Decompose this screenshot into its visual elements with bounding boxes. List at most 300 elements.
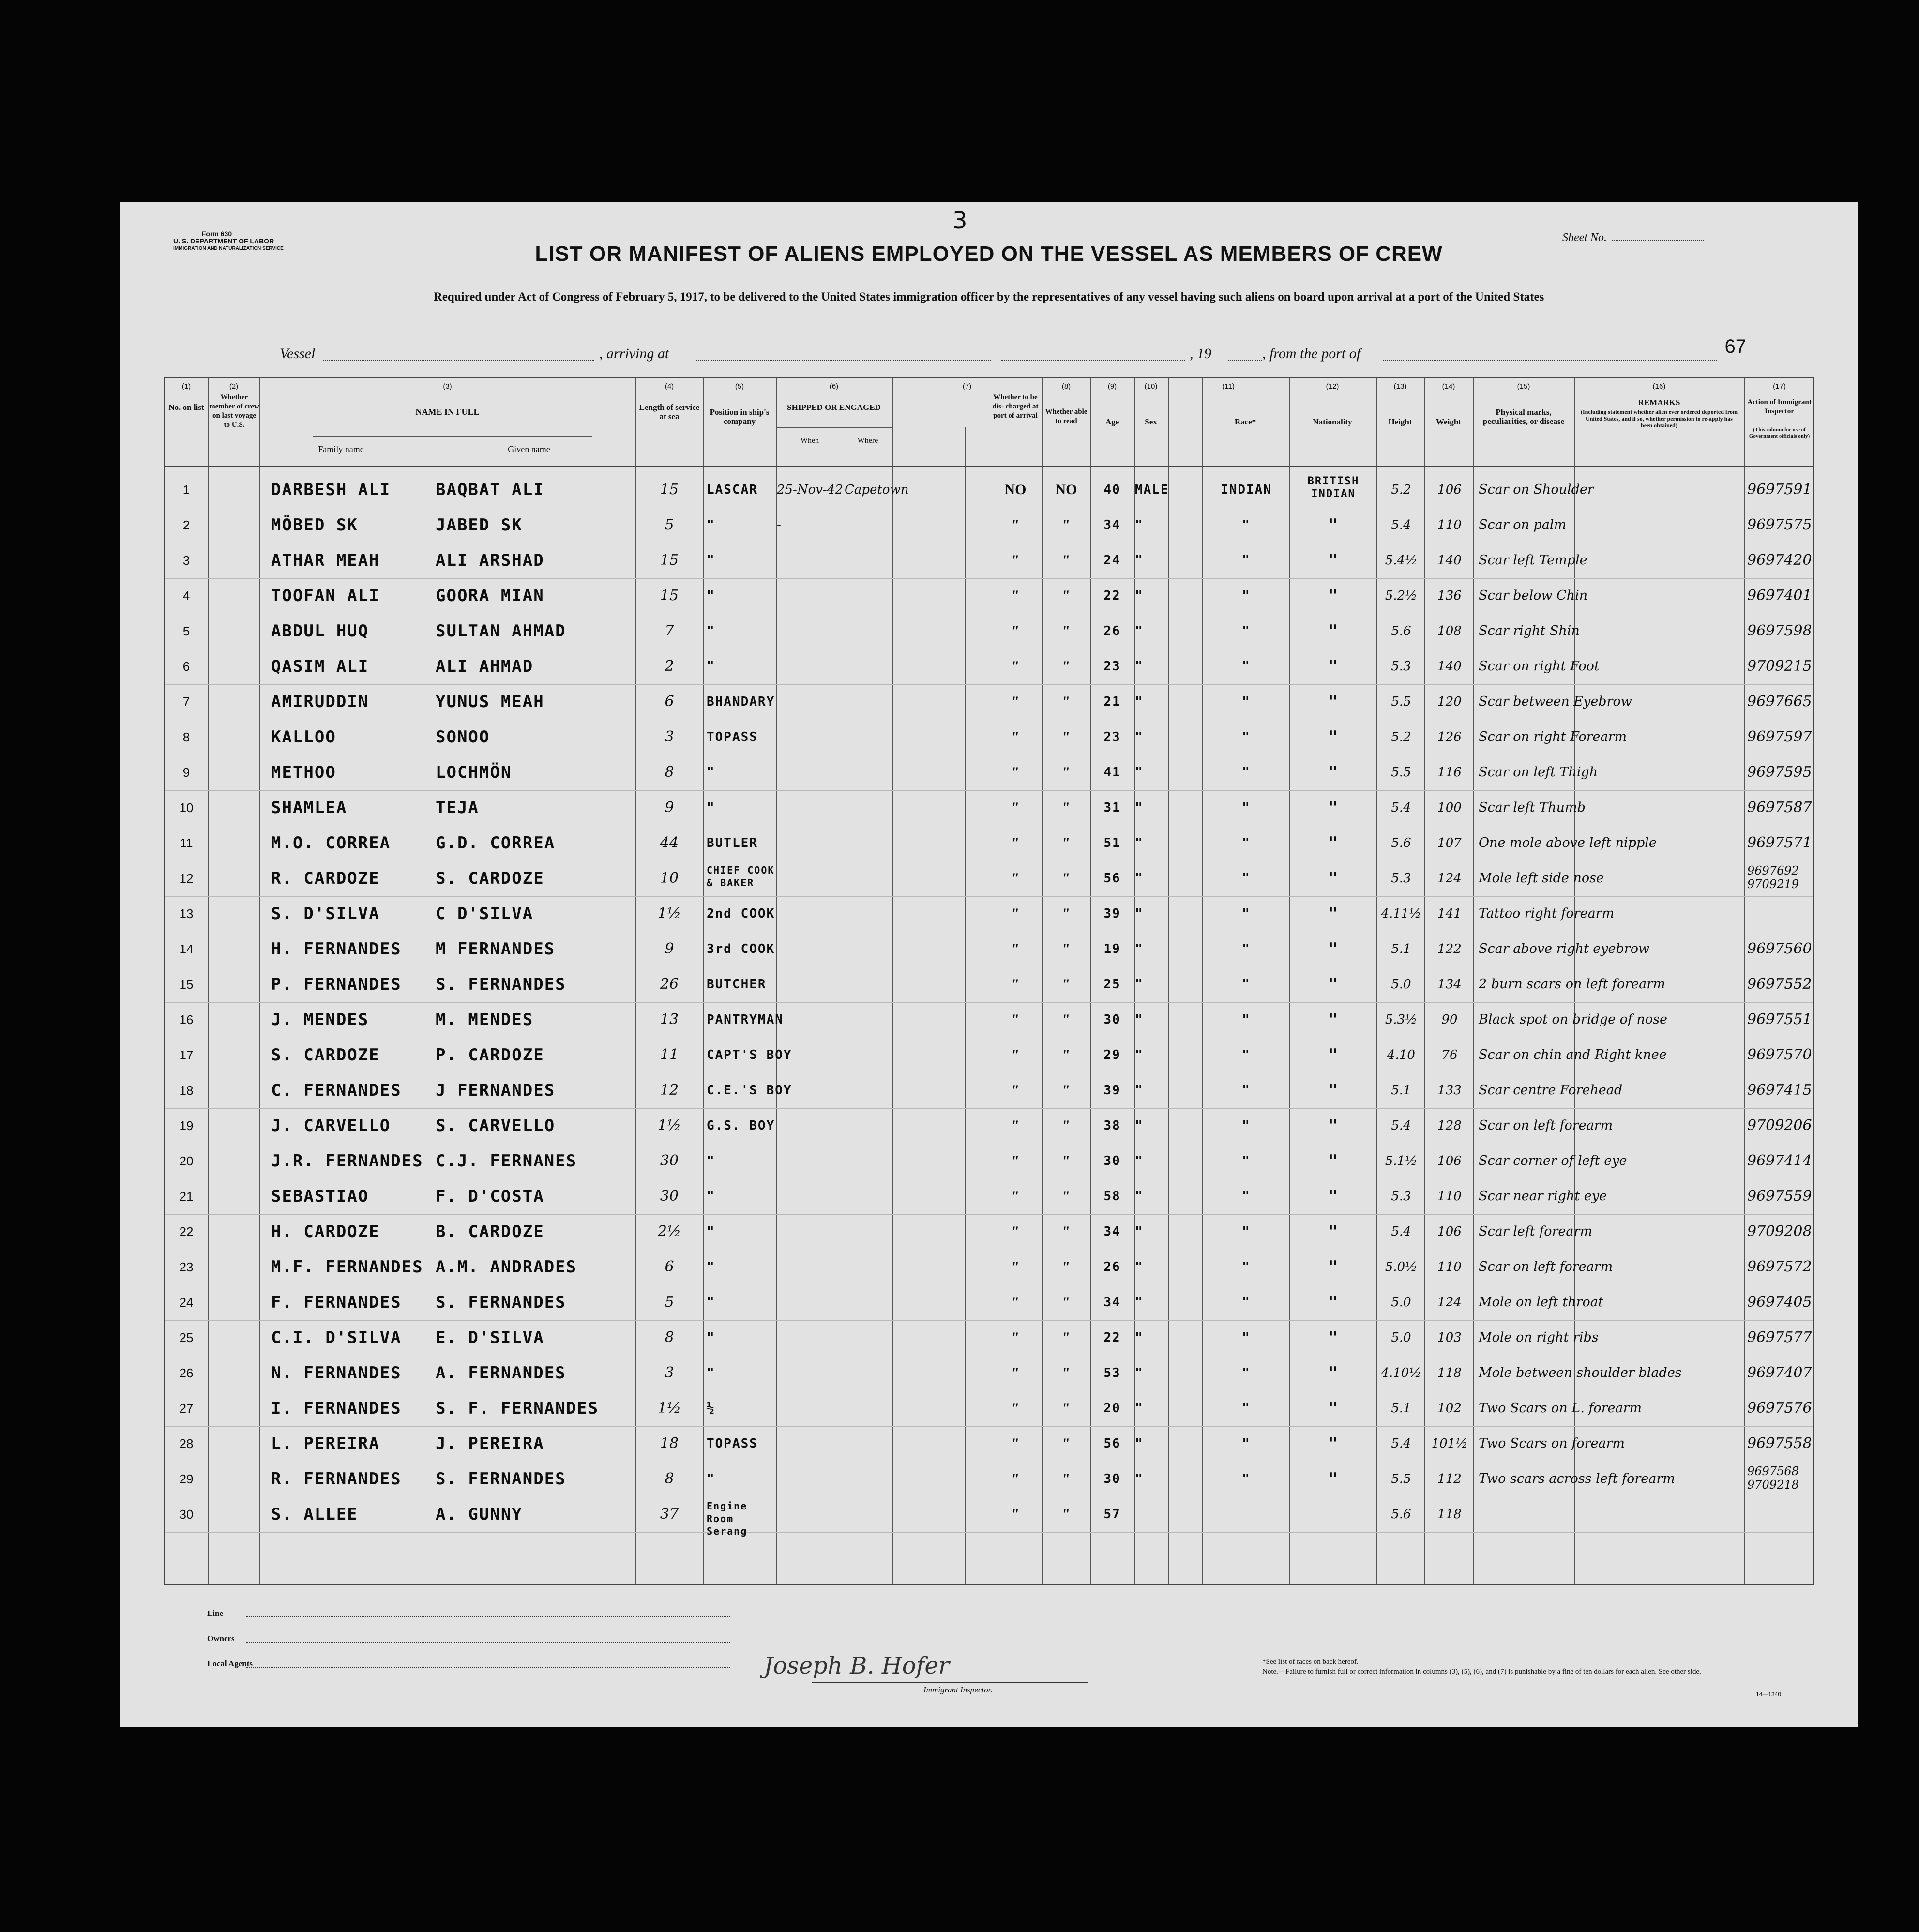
sex: " <box>1135 1260 1144 1274</box>
race: " <box>1242 730 1251 744</box>
age: 26 <box>1103 1260 1121 1274</box>
row-number: 4 <box>182 589 190 603</box>
row-number: 11 <box>180 836 193 850</box>
shipped-where <box>845 1217 903 1246</box>
sex: " <box>1135 1330 1144 1345</box>
column-header-race: Race* <box>1234 417 1256 426</box>
arriving-label: , arriving at <box>599 346 669 362</box>
sex: " <box>1135 659 1144 674</box>
shipped-where <box>845 581 903 610</box>
column-header-given-name: Given name <box>508 444 550 454</box>
weight: 140 <box>1437 659 1462 674</box>
weight: 90 <box>1441 1012 1458 1027</box>
weight: 126 <box>1437 730 1462 744</box>
able-to-read: " <box>1062 1117 1071 1133</box>
shipped-where <box>845 1500 903 1529</box>
sex: " <box>1135 1012 1144 1027</box>
race: " <box>1242 871 1251 886</box>
position: " <box>707 800 715 815</box>
height: 5.6 <box>1391 624 1411 638</box>
family-name: M.O. CORREA <box>271 833 391 853</box>
age: 39 <box>1103 1083 1121 1098</box>
weight: 103 <box>1437 1330 1462 1345</box>
position: ½ <box>707 1401 715 1416</box>
discharged: " <box>1011 1117 1020 1133</box>
nationality: " <box>1328 586 1339 605</box>
discharged: " <box>1011 1011 1020 1027</box>
given-name: SONOO <box>436 727 490 747</box>
position: " <box>707 624 715 638</box>
service-length: 6 <box>665 693 674 710</box>
position: C.E.'S BOY <box>707 1083 792 1098</box>
family-name: C.I. D'SILVA <box>271 1328 402 1347</box>
service-length: 1½ <box>657 1117 681 1134</box>
able-to-read: " <box>1062 1400 1071 1416</box>
form-number: Form 630 <box>201 230 232 238</box>
height: 5.5 <box>1391 765 1411 780</box>
column-header-discharged: Whether to be dis- charged at port of arrival <box>992 393 1039 420</box>
discharged: " <box>1011 1153 1020 1169</box>
position: " <box>707 518 715 532</box>
column-header-physical-marks: Physical marks, peculiarities, or disease <box>1482 408 1565 426</box>
sex: " <box>1135 589 1144 603</box>
column-number: (14) <box>1442 382 1455 391</box>
able-to-read: " <box>1062 800 1071 815</box>
physical-marks: Scar left forearm <box>1479 1224 1592 1239</box>
shipped-when <box>777 1217 845 1246</box>
discharged: " <box>1011 694 1020 709</box>
shipped-where <box>845 793 903 822</box>
given-name: S. FERNANDES <box>436 1293 566 1312</box>
able-to-read: " <box>1062 729 1071 745</box>
shipped-where <box>845 652 903 681</box>
age: 34 <box>1103 518 1121 532</box>
column-header-weight: Weight <box>1436 417 1461 426</box>
sex: " <box>1135 1436 1144 1451</box>
able-to-read: " <box>1062 517 1071 533</box>
height: 5.2½ <box>1385 589 1418 603</box>
inspector-number: 9697407 <box>1747 1364 1812 1381</box>
nationality: " <box>1328 869 1339 888</box>
discharged: " <box>1011 1259 1020 1275</box>
vessel-line <box>280 346 1795 365</box>
shipped-where <box>845 617 903 646</box>
column-header-shipped: SHIPPED OR ENGAGED <box>787 403 881 412</box>
sex: " <box>1135 977 1144 992</box>
service-length: 15 <box>660 552 679 569</box>
position: TOPASS <box>707 730 758 744</box>
shipped-where <box>845 1005 903 1034</box>
height: 5.1 <box>1391 942 1411 956</box>
family-name: ABDUL HUQ <box>271 621 369 641</box>
physical-marks: Scar on left forearm <box>1479 1118 1613 1133</box>
position: 3rd COOK <box>707 942 775 956</box>
given-name: BAQBAT ALI <box>436 480 544 499</box>
able-to-read: " <box>1062 1294 1071 1310</box>
position: BUTCHER <box>707 977 767 992</box>
service-length: 44 <box>660 834 679 851</box>
race: INDIAN <box>1221 483 1272 497</box>
discharged: " <box>1011 976 1020 992</box>
family-name: I. FERNANDES <box>271 1399 402 1418</box>
family-name: J.R. FERNANDES <box>271 1151 423 1171</box>
nationality: BRITISH INDIAN <box>1307 475 1360 500</box>
column-number: (3) <box>443 382 452 391</box>
row-number: 9 <box>182 765 190 780</box>
inspector-number: 9697551 <box>1747 1011 1812 1028</box>
row-number: 26 <box>179 1366 194 1380</box>
discharged: " <box>1011 658 1020 674</box>
able-to-read: " <box>1062 588 1071 604</box>
row-number: 18 <box>179 1083 194 1098</box>
given-name: YUNUS MEAH <box>436 692 544 711</box>
shipped-where <box>845 970 903 999</box>
age: 22 <box>1103 589 1121 603</box>
service-length: 7 <box>665 622 674 639</box>
physical-marks: Two Scars on forearm <box>1479 1436 1625 1451</box>
able-to-read: " <box>1062 870 1071 886</box>
row-number: 16 <box>179 1012 194 1027</box>
height: 5.5 <box>1391 1472 1411 1486</box>
height: 4.11½ <box>1381 906 1421 921</box>
row-rule <box>165 1002 1813 1003</box>
service-length: 26 <box>660 976 679 993</box>
family-name: J. CARVELLO <box>271 1116 391 1135</box>
column-header-family-name: Family name <box>318 444 364 454</box>
able-to-read: " <box>1062 1506 1071 1522</box>
row-rule <box>165 790 1813 791</box>
row-number: 13 <box>179 906 194 921</box>
shipped-when: - <box>777 518 781 532</box>
physical-marks: Scar above right eyebrow <box>1479 941 1650 956</box>
age: 22 <box>1103 1330 1121 1345</box>
family-name: TOOFAN ALI <box>271 586 380 605</box>
height: 5.3½ <box>1385 1012 1418 1027</box>
race: " <box>1242 800 1251 815</box>
shipped-where <box>845 1288 903 1317</box>
inspector-number: 9697598 <box>1747 622 1812 639</box>
physical-marks: Mole on right ribs <box>1479 1330 1599 1345</box>
race: " <box>1242 1330 1251 1345</box>
age: 58 <box>1103 1189 1121 1204</box>
given-name: ALI ARSHAD <box>436 551 544 570</box>
shipped-when <box>777 1005 845 1034</box>
family-name: R. CARDOZE <box>271 869 380 888</box>
physical-marks: Tattoo right forearm <box>1479 906 1615 921</box>
family-name: MÖBED SK <box>271 515 358 535</box>
sex <box>1135 1500 1169 1529</box>
shipped-when <box>777 1429 845 1458</box>
row-number: 15 <box>179 977 194 992</box>
inspector-number: 9697558 <box>1747 1435 1812 1452</box>
column-header-read: Whether able to read <box>1045 408 1088 425</box>
nationality: " <box>1328 1434 1339 1453</box>
shipped-when <box>777 1323 845 1352</box>
crew-table <box>164 377 1814 1585</box>
nationality: " <box>1328 692 1339 711</box>
given-name: GOORA MIAN <box>436 586 544 605</box>
age: 51 <box>1103 836 1121 850</box>
age: 56 <box>1103 871 1121 886</box>
row-number: 7 <box>182 694 190 709</box>
weight: 141 <box>1437 906 1462 921</box>
discharged: " <box>1011 906 1020 921</box>
discharged: " <box>1011 1188 1020 1204</box>
row-number: 25 <box>179 1330 194 1345</box>
weight: 116 <box>1437 765 1462 780</box>
family-name: DARBESH ALI <box>271 480 391 499</box>
column-number: (16) <box>1652 382 1666 391</box>
height: 5.0 <box>1391 977 1411 992</box>
position: " <box>707 1189 715 1204</box>
discharged: " <box>1011 1223 1020 1239</box>
shipped-where <box>845 1464 903 1494</box>
age: 57 <box>1103 1507 1121 1522</box>
shipped-when <box>777 652 845 681</box>
weight: 118 <box>1437 1507 1462 1522</box>
column-header-last-voyage: Whether member of crew on last voyage to U.S. <box>209 393 259 429</box>
column-number: (5) <box>735 382 744 391</box>
race <box>1203 1500 1290 1529</box>
row-number: 17 <box>179 1048 194 1062</box>
race: " <box>1242 836 1251 850</box>
service-length: 37 <box>660 1506 679 1523</box>
able-to-read: " <box>1062 1047 1071 1063</box>
shipped-when <box>777 758 845 787</box>
position: " <box>707 1366 715 1380</box>
height: 5.4 <box>1391 1118 1411 1133</box>
race: " <box>1242 1366 1251 1380</box>
column-number: (7) <box>962 382 972 391</box>
shipped-when <box>777 935 845 964</box>
shipped-where <box>845 1041 903 1070</box>
column-header-number: No. on list <box>168 403 204 412</box>
row-number: 3 <box>182 553 190 568</box>
weight: 124 <box>1437 871 1462 886</box>
race: " <box>1242 624 1251 638</box>
race: " <box>1242 1436 1251 1451</box>
family-name: QASIM ALI <box>271 657 369 676</box>
family-name: S. ALLEE <box>271 1505 358 1524</box>
column-header-when: When <box>800 437 819 445</box>
age: 23 <box>1103 659 1121 674</box>
shipped-where <box>845 1147 903 1176</box>
shipped-when <box>777 829 845 858</box>
discharged: " <box>1011 835 1020 851</box>
row-number: 5 <box>182 624 190 638</box>
family-name: J. MENDES <box>271 1010 369 1029</box>
shipped-where <box>845 723 903 752</box>
family-name: L. PEREIRA <box>271 1434 380 1453</box>
height: 5.2 <box>1391 730 1411 744</box>
height: 5.1 <box>1391 1083 1411 1098</box>
nationality: " <box>1328 833 1339 853</box>
service-length: 10 <box>660 870 679 887</box>
service-length: 2 <box>665 658 674 675</box>
row-number: 21 <box>179 1189 194 1204</box>
weight: 106 <box>1437 483 1462 497</box>
service-length: 1½ <box>657 905 681 922</box>
able-to-read: " <box>1062 1223 1071 1239</box>
weight: 110 <box>1437 1260 1462 1274</box>
service-length: 9 <box>665 940 674 957</box>
shipped-where <box>845 1076 903 1105</box>
discharged: " <box>1011 1400 1020 1416</box>
discharged: " <box>1011 1435 1020 1451</box>
shipped-when <box>777 1182 845 1211</box>
inspector-number: 9697405 <box>1747 1294 1812 1311</box>
sex: " <box>1135 553 1144 568</box>
physical-marks: Mole between shoulder blades <box>1479 1365 1682 1380</box>
column-number: (8) <box>1061 382 1071 391</box>
able-to-read: " <box>1062 552 1071 568</box>
from-port-label: , from the port of <box>1262 346 1361 362</box>
physical-marks: Scar between Eyebrow <box>1479 694 1632 709</box>
age: 38 <box>1103 1118 1121 1133</box>
height: 5.0½ <box>1385 1260 1418 1274</box>
inspector-number: 9697560 <box>1747 940 1812 957</box>
weight: 120 <box>1437 694 1462 709</box>
able-to-read: " <box>1062 694 1071 709</box>
family-name: P. FERNANDES <box>271 975 402 994</box>
physical-marks: Scar near right eye <box>1479 1189 1607 1204</box>
physical-marks: Scar on left forearm <box>1479 1259 1613 1274</box>
row-number: 24 <box>179 1295 194 1310</box>
nationality <box>1290 1500 1377 1529</box>
nationality: " <box>1328 1328 1339 1347</box>
footer-notes <box>1262 1657 1746 1676</box>
given-name: LOCHMÖN <box>436 763 512 782</box>
shipped-when <box>777 864 845 893</box>
discharged: " <box>1011 1082 1020 1098</box>
service-length: 18 <box>660 1435 679 1452</box>
shipped-when <box>777 723 845 752</box>
family-name: METHOO <box>271 763 336 782</box>
age: 30 <box>1103 1472 1121 1486</box>
age: 40 <box>1103 483 1121 497</box>
shipped-when <box>777 970 845 999</box>
position: G.S. BOY <box>707 1118 775 1133</box>
shipped-where <box>845 1429 903 1458</box>
discharged: " <box>1011 588 1020 604</box>
given-name: A.M. ANDRADES <box>436 1257 577 1277</box>
physical-marks: Scar on left Thigh <box>1479 765 1598 780</box>
position: " <box>707 1260 715 1274</box>
inspector-number: 9709215 <box>1747 658 1812 675</box>
family-name: KALLOO <box>271 727 336 747</box>
sex: " <box>1135 730 1144 744</box>
race: " <box>1242 1012 1251 1027</box>
position: TOPASS <box>707 1436 758 1451</box>
nationality: " <box>1328 1399 1339 1418</box>
weight: 110 <box>1437 1189 1462 1204</box>
given-name: G.D. CORREA <box>436 833 556 853</box>
able-to-read: " <box>1062 764 1071 780</box>
sex: " <box>1135 518 1144 532</box>
column-header-service: Length of service at sea <box>639 403 700 421</box>
able-to-read: " <box>1062 1259 1071 1275</box>
column-header-remarks-note: (Including statement whether alien ever ordered deported from United States, and if so, whether permission to re-apply has been obtained) <box>1580 408 1738 429</box>
sex: " <box>1135 1189 1144 1204</box>
height: 5.4 <box>1391 1224 1411 1239</box>
inspector-number: 9697401 <box>1747 587 1812 604</box>
service-length: 5 <box>665 1294 674 1311</box>
service-length: 13 <box>660 1011 679 1028</box>
column-header-sex: Sex <box>1145 417 1157 426</box>
discharged: " <box>1011 552 1020 568</box>
age: 39 <box>1103 906 1121 921</box>
weight: 122 <box>1437 942 1462 956</box>
weight: 133 <box>1437 1083 1462 1098</box>
inspector-number: 9697414 <box>1747 1152 1812 1169</box>
line-label: Line <box>207 1609 224 1618</box>
nationality: " <box>1328 1293 1339 1312</box>
given-name: M. MENDES <box>436 1010 534 1029</box>
inspector-number: 9697576 <box>1747 1400 1812 1417</box>
owners-label: Owners <box>207 1634 235 1643</box>
service-length: 3 <box>665 728 674 745</box>
shipped-when <box>777 1253 845 1282</box>
row-rule <box>165 578 1813 579</box>
row-number: 10 <box>179 800 194 815</box>
able-to-read: " <box>1062 1471 1071 1487</box>
form-code: 14—1340 <box>1756 1691 1782 1698</box>
race: " <box>1242 1154 1251 1168</box>
sex: " <box>1135 942 1144 956</box>
nationality: " <box>1328 1187 1339 1206</box>
column-number: (13) <box>1393 382 1407 391</box>
height: 5.2 <box>1391 483 1411 497</box>
able-to-read: NO <box>1055 482 1077 498</box>
physical-marks: Scar on palm <box>1479 517 1567 532</box>
given-name: S. CARDOZE <box>436 869 544 888</box>
physical-marks: Scar right Shin <box>1479 623 1580 638</box>
column-number: (11) <box>1222 382 1235 391</box>
service-length: 1½ <box>657 1400 681 1417</box>
able-to-read: " <box>1062 1329 1071 1345</box>
sex: " <box>1135 871 1144 886</box>
able-to-read: " <box>1062 835 1071 851</box>
shipped-when <box>777 1076 845 1105</box>
shipped-when <box>777 546 845 575</box>
row-number: 20 <box>179 1154 194 1168</box>
shipped-when <box>777 1500 845 1529</box>
family-name: H. FERNANDES <box>271 939 402 959</box>
age: 41 <box>1103 765 1121 780</box>
age: 25 <box>1103 977 1121 992</box>
inspector-number: 9697595 <box>1747 764 1812 781</box>
shipped-where <box>845 1358 903 1388</box>
service-length: 6 <box>665 1258 674 1275</box>
given-name: ALI AHMAD <box>436 657 534 676</box>
inspector-number <box>1747 899 1815 928</box>
inspector-number: 9697415 <box>1747 1082 1812 1099</box>
shipped-when <box>777 899 845 928</box>
age: 21 <box>1103 694 1121 709</box>
manifest-sheet <box>120 202 1858 1727</box>
nationality: " <box>1328 657 1339 676</box>
inspector-number: 9697571 <box>1747 834 1812 851</box>
physical-marks: Scar on right Foot <box>1479 659 1600 674</box>
race: " <box>1242 1083 1251 1098</box>
row-number: 14 <box>179 942 194 956</box>
physical-marks: Scar left Temple <box>1479 553 1587 568</box>
height: 5.4 <box>1391 1436 1411 1451</box>
inspector-number: 9709206 <box>1747 1117 1812 1134</box>
height: 5.3 <box>1391 871 1411 886</box>
age: 56 <box>1103 1436 1121 1451</box>
column-header-nationality: Nationality <box>1313 417 1352 426</box>
